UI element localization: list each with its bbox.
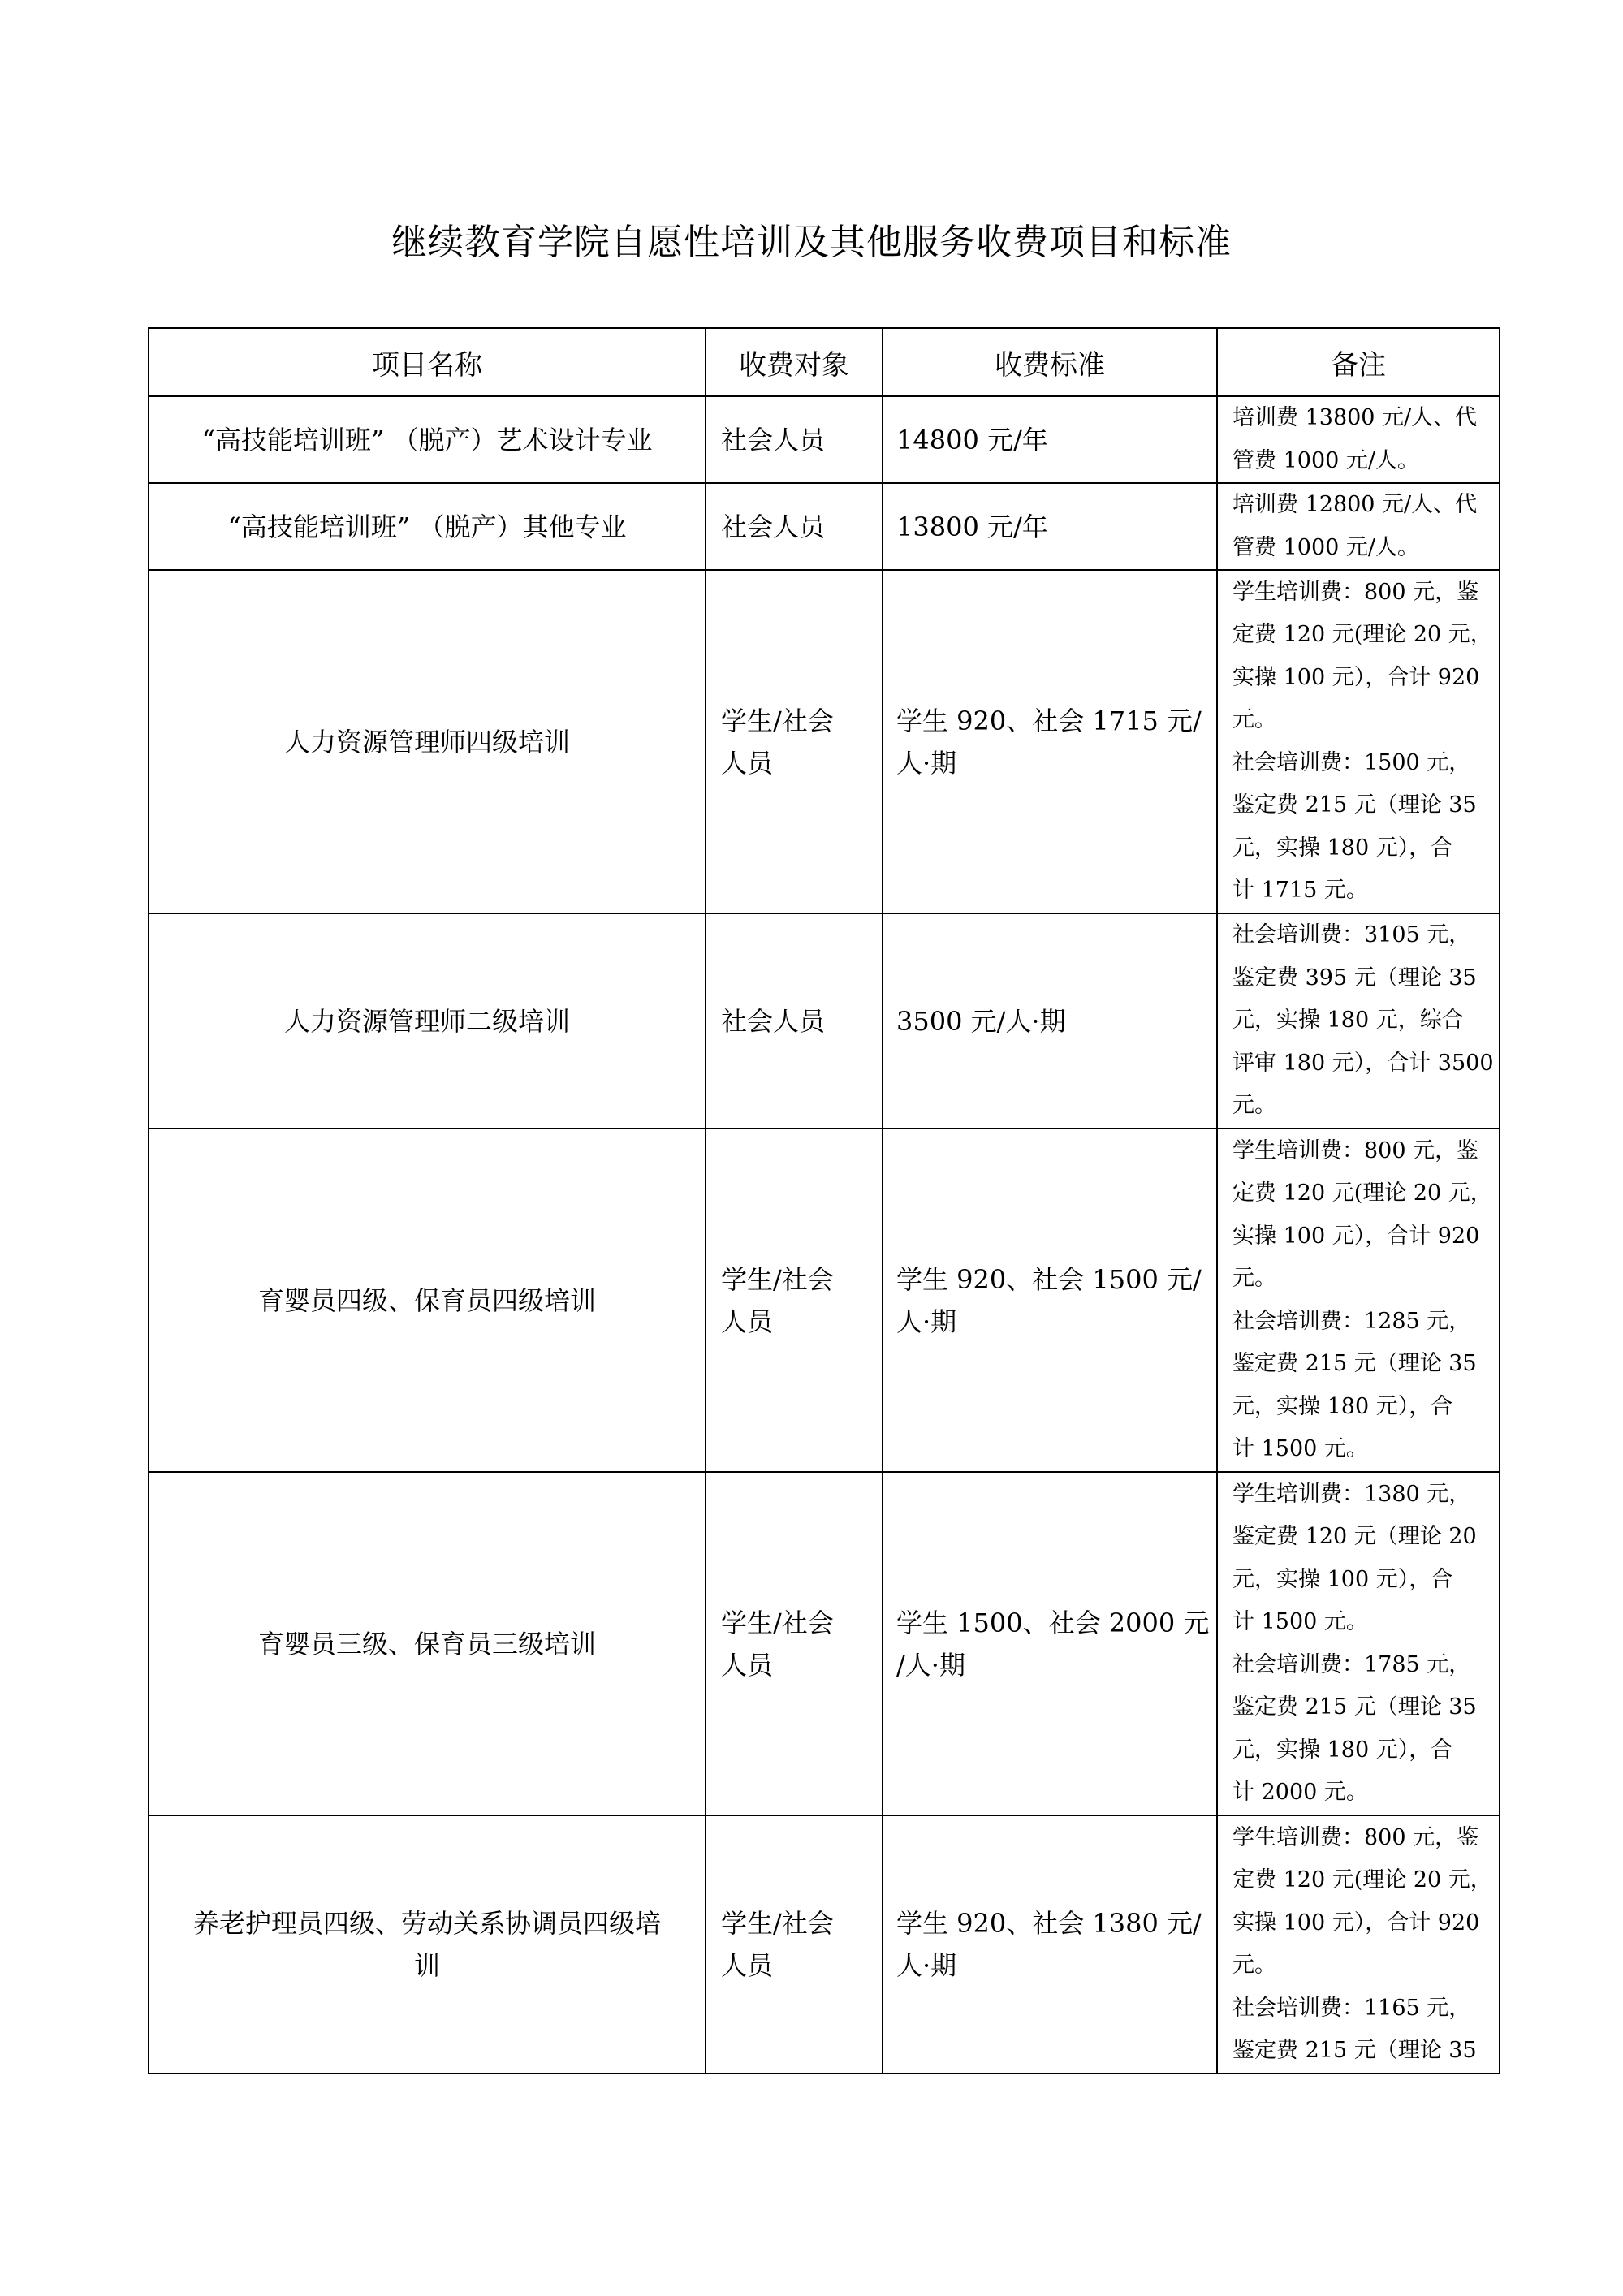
note-line: 鉴定费 215 元（理论 35 bbox=[1232, 1351, 1477, 1376]
project-name-cell bbox=[149, 396, 706, 483]
note-line: 社会培训费：1165 元， bbox=[1232, 1995, 1471, 2021]
note-line: 社会培训费：1785 元， bbox=[1232, 1651, 1471, 1677]
cell-text: /人·期 bbox=[896, 1649, 965, 1681]
table-header-row bbox=[149, 328, 1500, 396]
note-line: 元。 bbox=[1232, 707, 1276, 732]
cell-text: 13800 元/年 bbox=[896, 511, 1048, 542]
note-line: 鉴定费 395 元（理论 35 bbox=[1232, 965, 1477, 990]
note-line: 学生培训费：800 元，鉴 bbox=[1232, 1137, 1479, 1163]
cell-text: 养老护理员四级、劳动关系协调员四级培 bbox=[192, 1908, 661, 1939]
cell-text: “高技能培训班” （脱产）艺术设计专业 bbox=[201, 424, 653, 455]
note-line: 定费 120 元(理论 20 元， bbox=[1232, 1867, 1492, 1892]
header-charge-standard: 收费标准 bbox=[883, 328, 1217, 396]
note-line: 元，实操 180 元），合 bbox=[1232, 1393, 1453, 1419]
charge-standard-cell bbox=[883, 483, 1217, 570]
cell-text: 社会人员 bbox=[721, 424, 826, 455]
note-line: 计 1500 元。 bbox=[1232, 1609, 1368, 1634]
charge-standard-cell bbox=[883, 570, 1217, 913]
cell-text: 社会人员 bbox=[721, 511, 826, 542]
note-line: 社会培训费：3105 元， bbox=[1232, 922, 1471, 948]
cell-text: 学生/社会 bbox=[721, 705, 834, 736]
note-line: 实操 100 元），合计 920 bbox=[1232, 664, 1480, 690]
cell-text: 学生 920、社会 1380 元/ bbox=[896, 1908, 1202, 1939]
charge-target-cell bbox=[706, 570, 883, 913]
charge-target-cell bbox=[706, 1815, 883, 2074]
table-row bbox=[149, 913, 1500, 1129]
header-charge-target: 收费对象 bbox=[706, 328, 883, 396]
note-line: 管费 1000 元/人。 bbox=[1232, 534, 1419, 560]
cell-text: 人力资源管理师二级培训 bbox=[283, 1005, 570, 1037]
charge-standard-cell bbox=[883, 913, 1217, 1129]
table-row bbox=[149, 1129, 1500, 1472]
cell-text: 学生 920、社会 1500 元/ bbox=[896, 1263, 1202, 1295]
note-line: 社会培训费：1285 元， bbox=[1232, 1308, 1471, 1334]
cell-text: 社会人员 bbox=[721, 1005, 826, 1037]
note-line: 社会培训费：1500 元， bbox=[1232, 749, 1471, 775]
note-cell bbox=[1217, 1815, 1500, 2074]
note-line: 实操 100 元），合计 920 bbox=[1232, 1910, 1480, 1936]
charge-standard-cell bbox=[883, 1815, 1217, 2074]
cell-text: 学生 1500、社会 2000 元 bbox=[896, 1607, 1210, 1638]
table-row bbox=[149, 570, 1500, 913]
cell-text: 育婴员三级、保育员三级培训 bbox=[257, 1628, 596, 1659]
note-cell bbox=[1217, 913, 1500, 1129]
note-line: 元，实操 100 元），合 bbox=[1232, 1566, 1453, 1592]
note-cell bbox=[1217, 396, 1500, 483]
charge-standard-cell bbox=[883, 396, 1217, 483]
project-name-cell bbox=[149, 483, 706, 570]
note-cell bbox=[1217, 570, 1500, 913]
project-name-cell bbox=[149, 913, 706, 1129]
cell-text: 训 bbox=[413, 1950, 440, 1981]
charge-target-cell bbox=[706, 483, 883, 570]
project-name-cell bbox=[149, 1815, 706, 2074]
note-line: 元，实操 180 元），合 bbox=[1232, 1737, 1453, 1763]
cell-text: 人员 bbox=[721, 1950, 774, 1981]
cell-text: 人员 bbox=[721, 1649, 774, 1681]
cell-text: 14800 元/年 bbox=[896, 424, 1048, 455]
note-line: 评审 180 元），合计 3500 bbox=[1232, 1050, 1494, 1076]
table-row bbox=[149, 396, 1500, 483]
charge-target-cell bbox=[706, 396, 883, 483]
project-name-cell bbox=[149, 570, 706, 913]
cell-text: 人员 bbox=[721, 1306, 774, 1337]
cell-text: 学生/社会 bbox=[721, 1908, 834, 1939]
note-line: 元。 bbox=[1232, 1953, 1276, 1978]
table-row bbox=[149, 483, 1500, 570]
cell-text: 育婴员四级、保育员四级培训 bbox=[257, 1284, 596, 1316]
charge-target-cell bbox=[706, 1129, 883, 1472]
note-line: 定费 120 元(理论 20 元， bbox=[1232, 622, 1492, 647]
cell-text: 人·期 bbox=[896, 747, 957, 779]
note-line: 元。 bbox=[1232, 1093, 1276, 1119]
charge-target-cell bbox=[706, 1472, 883, 1815]
project-name-cell bbox=[149, 1472, 706, 1815]
header-note: 备注 bbox=[1217, 328, 1500, 396]
cell-text: 学生/社会 bbox=[721, 1607, 834, 1638]
header-project-name: 项目名称 bbox=[149, 328, 706, 396]
note-line: 计 1715 元。 bbox=[1232, 878, 1368, 903]
cell-text: 3500 元/人·期 bbox=[896, 1005, 1066, 1037]
note-line: 管费 1000 元/人。 bbox=[1232, 447, 1419, 473]
note-line: 计 1500 元。 bbox=[1232, 1436, 1368, 1461]
note-line: 培训费 13800 元/人、代 bbox=[1232, 405, 1478, 430]
table-row bbox=[149, 1815, 1500, 2074]
note-line: 学生培训费：1380 元， bbox=[1232, 1481, 1471, 1507]
note-line: 鉴定费 215 元（理论 35 bbox=[1232, 792, 1477, 818]
note-line: 计 2000 元。 bbox=[1232, 1780, 1368, 1805]
note-line: 鉴定费 215 元（理论 35 bbox=[1232, 2038, 1477, 2063]
note-line: 鉴定费 120 元（理论 20 bbox=[1232, 1524, 1477, 1549]
charge-target-cell bbox=[706, 913, 883, 1129]
note-line: 学生培训费：800 元，鉴 bbox=[1232, 1824, 1479, 1850]
note-line: 元。 bbox=[1232, 1266, 1276, 1291]
project-name-cell bbox=[149, 1129, 706, 1472]
cell-text: 学生 920、社会 1715 元/ bbox=[896, 705, 1202, 736]
note-line: 鉴定费 215 元（理论 35 bbox=[1232, 1694, 1477, 1720]
note-line: 元，实操 180 元，综合 bbox=[1232, 1008, 1464, 1034]
note-cell bbox=[1217, 483, 1500, 570]
note-line: 学生培训费：800 元，鉴 bbox=[1232, 579, 1479, 605]
page-title: 继续教育学院自愿性培训及其他服务收费项目和标准 bbox=[391, 222, 1232, 263]
note-cell bbox=[1217, 1129, 1500, 1472]
cell-text: 人力资源管理师四级培训 bbox=[283, 726, 570, 757]
note-line: 培训费 12800 元/人、代 bbox=[1232, 492, 1478, 517]
fee-table bbox=[148, 327, 1500, 2074]
table-row bbox=[149, 1472, 1500, 1815]
note-line: 定费 120 元(理论 20 元， bbox=[1232, 1180, 1492, 1206]
cell-text: 人·期 bbox=[896, 1950, 957, 1981]
cell-text: 人员 bbox=[721, 747, 774, 779]
cell-text: 学生/社会 bbox=[721, 1263, 834, 1295]
cell-text: 人·期 bbox=[896, 1306, 957, 1337]
charge-standard-cell bbox=[883, 1472, 1217, 1815]
charge-standard-cell bbox=[883, 1129, 1217, 1472]
note-cell bbox=[1217, 1472, 1500, 1815]
note-line: 实操 100 元），合计 920 bbox=[1232, 1223, 1480, 1249]
cell-text: “高技能培训班” （脱产）其他专业 bbox=[227, 511, 627, 542]
note-line: 元，实操 180 元），合 bbox=[1232, 835, 1453, 861]
